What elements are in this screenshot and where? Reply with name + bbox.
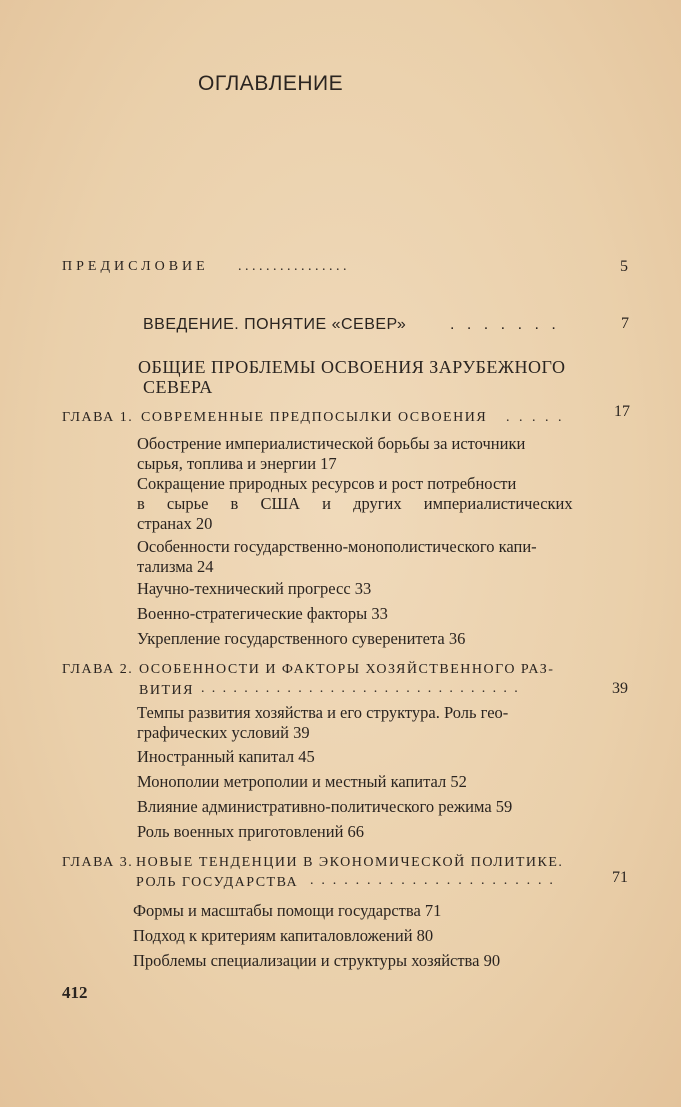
- ch3-section-3: Проблемы специализации и структуры хозяйства 90: [133, 951, 501, 970]
- ch1-section-6: Укрепление государственного суверенитета 36: [137, 629, 466, 648]
- chapter-1-page: 17: [614, 403, 630, 420]
- chapter-3-number: ГЛАВА 3.: [62, 855, 134, 870]
- ch2-section-1-line-2: графических условий 39: [137, 723, 310, 742]
- page-number: 412: [62, 983, 88, 1002]
- chapter-2-title-line-2: ВИТИЯ: [139, 683, 194, 698]
- ch2-section-3: Монополии метрополии и местный капитал 52: [137, 772, 467, 791]
- ch1-section-2-line-3: странах 20: [137, 514, 213, 533]
- chapter-3-dots: . . . . . . . . . . . . . . . . . . . . . .: [310, 873, 556, 888]
- preface-page: 5: [620, 258, 628, 275]
- ch2-section-5: Роль военных приготовлений 66: [137, 822, 365, 841]
- chapter-1-dots: . . . . .: [506, 410, 565, 425]
- chapter-3-page: 71: [612, 869, 628, 886]
- chapter-3-title-line-2: РОЛЬ ГОСУДАРСТВА: [136, 875, 299, 890]
- chapter-2-number: ГЛАВА 2.: [62, 662, 134, 677]
- chapter-2-dots: . . . . . . . . . . . . . . . . . . . . . . . . . . . . . .: [201, 681, 520, 696]
- ch2-section-2: Иностранный капитал 45: [137, 747, 315, 766]
- ch1-section-5: Военно-стратегические факторы 33: [137, 604, 388, 623]
- intro-page: 7: [621, 315, 629, 332]
- chapter-3-title-line-1: НОВЫЕ ТЕНДЕНЦИИ В ЭКОНОМИЧЕСКОЙ ПОЛИТИКЕ.: [136, 855, 564, 870]
- ch1-section-3-line-2: тализма 24: [137, 557, 214, 576]
- page-title: ОГЛАВЛЕНИЕ: [198, 72, 344, 95]
- ch1-section-2-line-2: в сырье в США и других империалистических: [137, 494, 573, 513]
- preface-dots: . . . . . . . . . . . . . . . .: [238, 259, 347, 274]
- chapter-2-page: 39: [612, 680, 628, 697]
- intro-label: ВВЕДЕНИЕ. ПОНЯТИЕ «СЕВЕР»: [143, 316, 407, 333]
- ch3-section-2: Подход к критериям капиталовложений 80: [133, 926, 434, 945]
- ch1-section-1-line-2: сырья, топлива и энергии 17: [137, 454, 337, 473]
- preface-label: ПРЕДИСЛОВИЕ: [62, 259, 209, 274]
- ch1-section-1-line-1: Обострение империалистической борьбы за источники: [137, 434, 526, 453]
- ch3-section-1: Формы и масштабы помощи государства 71: [133, 901, 442, 920]
- chapter-1-title: СОВРЕМЕННЫЕ ПРЕДПОСЫЛКИ ОСВОЕНИЯ: [141, 410, 488, 425]
- ch1-section-2-line-1: Сокращение природных ресурсов и рост потребности: [137, 474, 517, 493]
- chapter-2-title-line-1: ОСОБЕННОСТИ И ФАКТОРЫ ХОЗЯЙСТВЕННОГО РАЗ-: [139, 662, 555, 677]
- part-heading-line-2: СЕВЕРА: [143, 377, 213, 397]
- chapter-1-number: ГЛАВА 1.: [62, 410, 134, 425]
- intro-dots: . . . . . . .: [450, 316, 560, 333]
- ch2-section-1-line-1: Темпы развития хозяйства и его структура. Роль гео-: [137, 703, 509, 722]
- ch1-section-4: Научно-технический прогресс 33: [137, 579, 372, 598]
- ch1-section-3-line-1: Особенности государственно-монополистического капи-: [137, 537, 537, 556]
- ch2-section-4: Влияние административно-политического режима 59: [137, 797, 513, 816]
- part-heading-line-1: ОБЩИЕ ПРОБЛЕМЫ ОСВОЕНИЯ ЗАРУБЕЖНОГО: [138, 357, 566, 377]
